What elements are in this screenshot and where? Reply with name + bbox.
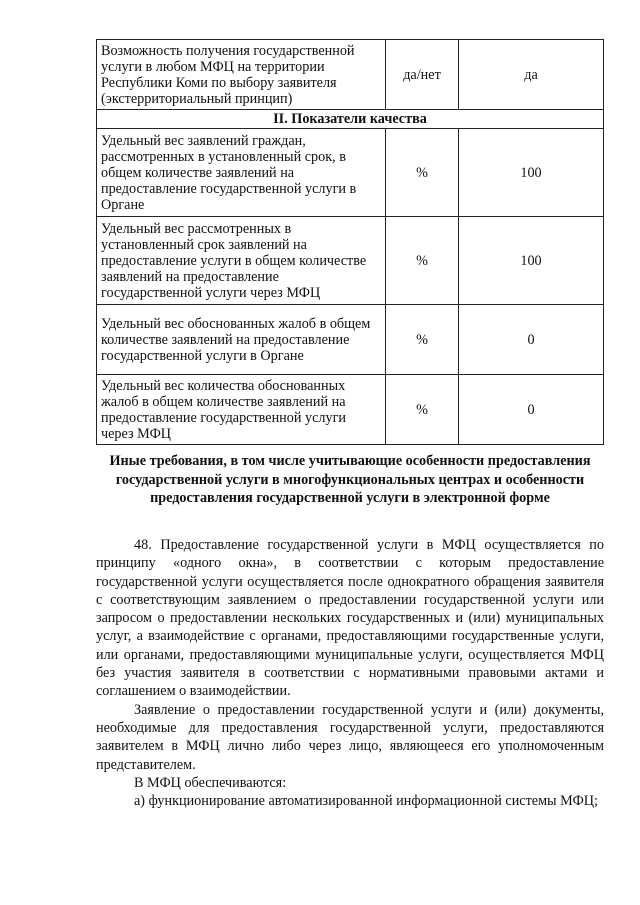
section-row xyxy=(97,110,604,129)
paragraph: а) функционирование автоматизированной информационной системы МФЦ; xyxy=(134,793,598,810)
table-row xyxy=(97,40,604,110)
value-cell: 0 xyxy=(459,375,604,445)
table-row xyxy=(97,305,604,375)
section-heading: Иные требования, в том числе учитывающие особенности предоставления государственной услуги в многофункциональных центрах и особенности предоставления государственной услуги в электронной форме xyxy=(109,453,591,506)
value-cell: 0 xyxy=(459,305,604,375)
value-cell: да xyxy=(459,40,604,110)
unit-cell: % xyxy=(386,129,459,217)
unit-cell: да/нет xyxy=(386,40,459,110)
value-cell: 100 xyxy=(459,217,604,305)
table-row xyxy=(97,217,604,305)
indicator-cell: Удельный вес рассмотренных в установленный срок заявлений на предоставление услуги в общем количестве заявлений на предоставление государственной услуги через МФЦ xyxy=(97,217,386,305)
paragraph: В МФЦ обеспечиваются: xyxy=(134,774,287,791)
unit-cell: % xyxy=(386,217,459,305)
indicator-cell: Удельный вес количества обоснованных жалоб в общем количестве заявлений на предоставление государственной услуги через МФЦ xyxy=(97,375,386,445)
section-title: II. Показатели качества xyxy=(97,110,604,129)
document-body xyxy=(96,536,604,810)
indicator-cell: Удельный вес обоснованных жалоб в общем количестве заявлений на предоставление государственной услуги в Органе xyxy=(97,305,386,375)
quality-indicators-table xyxy=(96,39,604,445)
unit-cell: % xyxy=(386,375,459,445)
indicator-cell: Удельный вес заявлений граждан, рассмотренных в установленный срок, в общем количестве заявлений на предоставление государственной услуги в Органе xyxy=(97,129,386,217)
unit-cell: % xyxy=(386,305,459,375)
table-row xyxy=(97,375,604,445)
table-row xyxy=(97,129,604,217)
indicator-cell: Возможность получения государственной услуги в любом МФЦ на территории Республики Коми по выбору заявителя (экстерриториальный принцип) xyxy=(97,40,386,110)
paragraph: Заявление о предоставлении государственной услуги и (или) документы, необходимые для предоставления государственной услуги, предоставляются заявителем в МФЦ лично либо через лицо, являющееся его уполномоченным представителем. xyxy=(96,701,604,773)
paragraph: 48. Предоставление государственной услуги в МФЦ осуществляется по принципу «одного окна», в соответствии с которым предоставление государственной услуги осуществляется после однократного обращения заявителя с соответствующим заявлением о предоставлении государственной услуги или запросом о предоставлении нескольких государственных и (или) муниципальных услуг, а взаимодействие с органами, предоставляющими государственные услуги, или органами, предоставляющими муниципальные услуги, осуществляется МФЦ без участия заявителя в соответствии с нормативными правовыми актами и соглашением о взаимодействии. xyxy=(96,537,604,700)
value-cell: 100 xyxy=(459,129,604,217)
